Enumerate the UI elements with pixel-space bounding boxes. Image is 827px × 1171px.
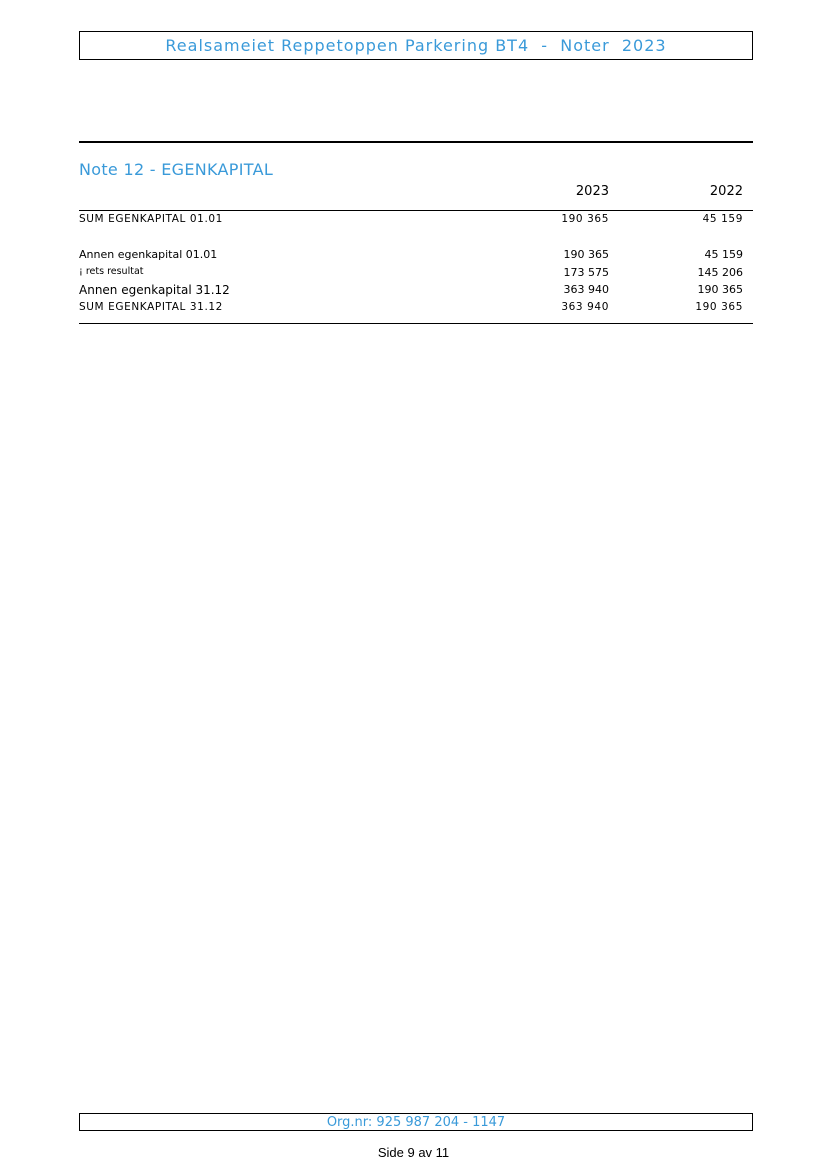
row-value-2023: 173 575 <box>563 266 609 279</box>
row-value-2022: 45 159 <box>704 248 743 261</box>
row-value-2022: 45 159 <box>702 213 743 225</box>
row-value-2022: 145 206 <box>697 266 743 279</box>
row-value-2023: 363 940 <box>561 301 609 313</box>
table-bottom-divider <box>79 323 753 324</box>
header-title: Realsameiet Reppetoppen Parkering BT4 - Noter 2023 <box>165 36 667 55</box>
column-header-2023: 2023 <box>575 184 609 199</box>
table-row <box>79 301 743 317</box>
row-value-2023: 190 365 <box>563 248 609 261</box>
page-number: Side 9 av 11 <box>377 1145 450 1160</box>
row-value-2023: 363 940 <box>563 283 609 296</box>
table-row <box>79 213 743 229</box>
note-title: Note 12 - EGENKAPITAL <box>79 160 274 179</box>
row-value-2023: 190 365 <box>561 213 609 225</box>
page-footer <box>79 1113 753 1131</box>
row-label: ¡ rets resultat <box>79 266 144 277</box>
table-row <box>79 248 743 264</box>
header-divider <box>79 210 753 211</box>
row-value-2022: 190 365 <box>695 301 743 313</box>
row-label: SUM EGENKAPITAL 01.01 <box>79 213 223 225</box>
org-number: Org.nr: 925 987 204 - 1147 <box>326 1114 506 1130</box>
row-label: SUM EGENKAPITAL 31.12 <box>79 301 223 313</box>
column-header-2022: 2022 <box>709 184 743 199</box>
table-row <box>79 266 743 282</box>
page-header <box>79 31 753 60</box>
row-value-2022: 190 365 <box>697 283 743 296</box>
row-label: Annen egenkapital 01.01 <box>79 248 218 261</box>
table-row <box>79 283 743 299</box>
row-label: Annen egenkapital 31.12 <box>79 283 230 297</box>
top-divider <box>79 141 753 143</box>
